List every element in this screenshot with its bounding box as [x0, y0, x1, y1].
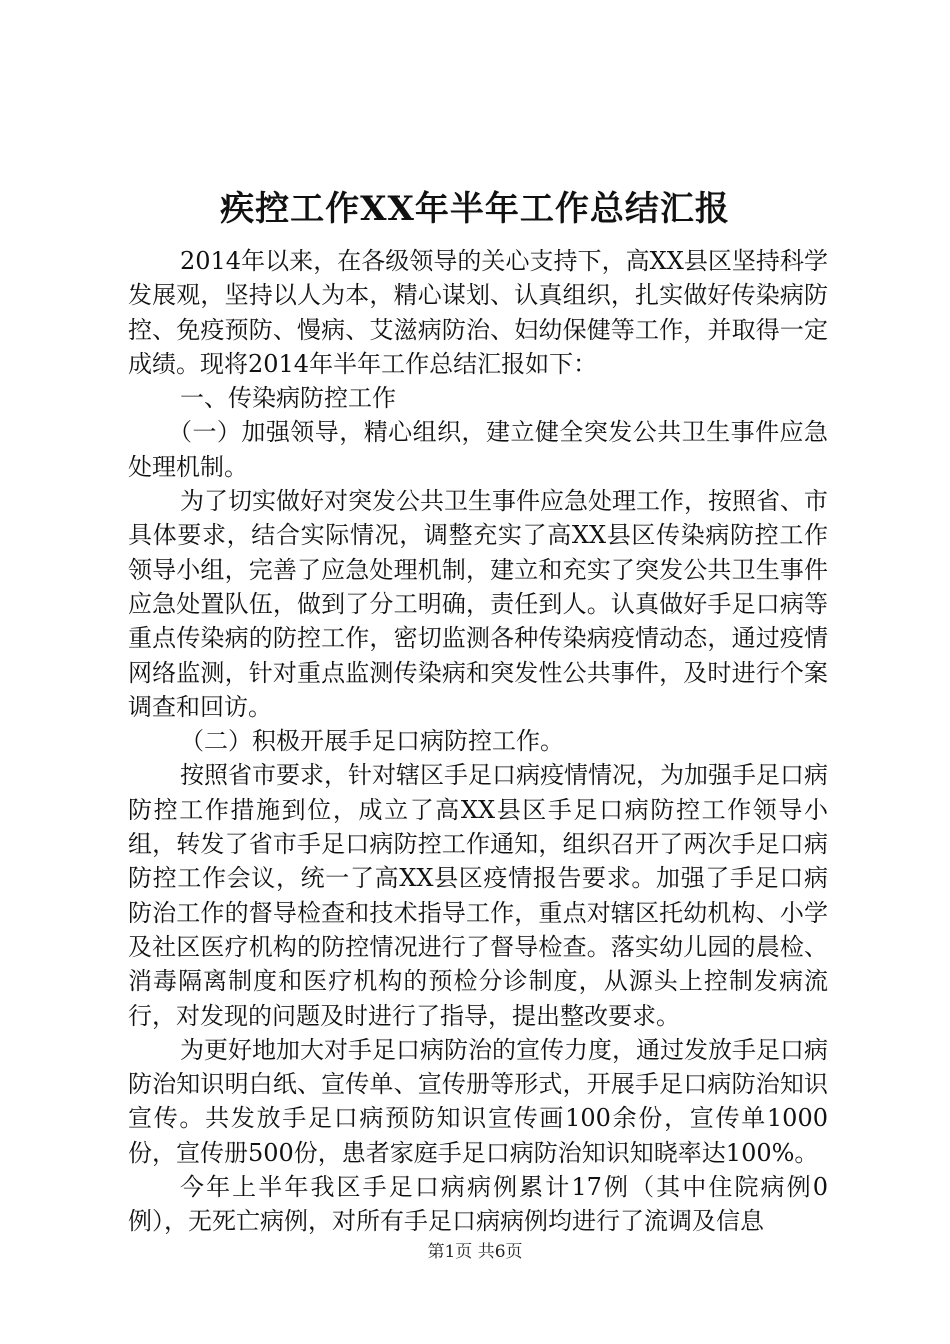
paragraph-emergency: 为了切实做好对突发公共卫生事件应急处理工作，按照省、市具体要求，结合实际情况，调整充实了高XX县区传染病防控工作领导小组，完善了应急处理机制，建立和充实了突发公共卫生事件应急处置队伍，做到了分工明确，责任到人。认真做好手足口病等重点传染病的防控工作，密切监测各种传染病疫情动态，通过疫情网络监测，针对重点监测传染病和突发性公共事件，及时进行个案调查和回访。 [128, 487, 828, 721]
paragraph-hfmd-publicity: 为更好地加大对手足口病防治的宣传力度，通过发放手足口病防治知识明白纸、宣传单、宣传册等形式，开展手足口病防治知识宣传。共发放手足口病预防知识宣传画100余份，宣传单1000份，宣传册500份，患者家庭手足口病防治知识知晓率达100%。 [128, 1035, 828, 1167]
section-heading-1: 一、传染病防控工作 [180, 384, 396, 413]
document-body [128, 244, 828, 1239]
page-indicator: 第1页 共6页 [427, 1242, 523, 1262]
document-title: 疾控工作XX年半年工作总结汇报 [220, 189, 730, 229]
subsection-heading-1: （一）加强领导，精心组织，建立健全突发公共卫生事件应急处理机制。 [128, 418, 828, 481]
paragraph-hfmd-control: 按照省市要求，针对辖区手足口病疫情情况，为加强手足口病防控工作措施到位，成立了高XX县区手足口病防控工作领导小组，转发了省市手足口病防控工作通知，组织召开了两次手足口病防控工作会议，统一了高XX县区疫情报告要求。加强了手足口病防治工作的督导检查和技术指导工作，重点对辖区托幼机构、小学及社区医疗机构的防控情况进行了督导检查。落实幼儿园的晨检、消毒隔离制度和医疗机构的预检分诊制度，从源头上控制发病流行，对发现的问题及时进行了指导，提出整改要求。 [128, 761, 828, 1030]
subsection-heading-2: （二）积极开展手足口病防控工作。 [180, 727, 564, 756]
paragraph-hfmd-cases: 今年上半年我区手足口病病例累计17例（其中住院病例0例），无死亡病例，对所有手足口病病例均进行了流调及信息 [128, 1173, 828, 1236]
paragraph-intro: 2014年以来，在各级领导的关心支持下，高XX县区坚持科学发展观，坚持以人为本，精心谋划、认真组织，扎实做好传染病防控、免疫预防、慢病、艾滋病防治、妇幼保健等工作，并取得一定成绩。现将2014年半年工作总结汇报如下： [128, 247, 828, 378]
